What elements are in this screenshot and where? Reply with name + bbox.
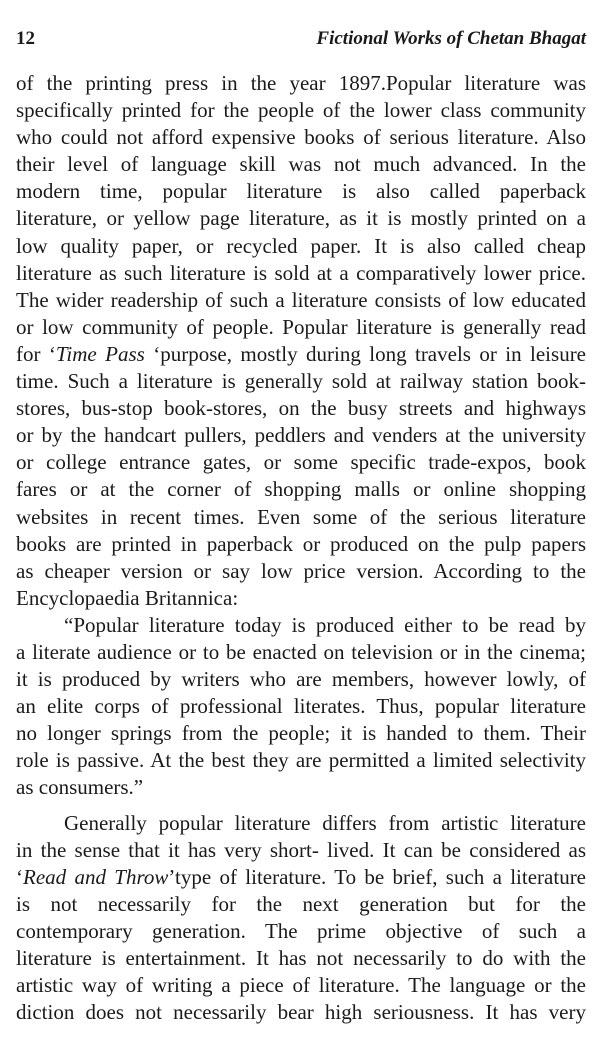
text-line: contemporary generation. The prime objective of such a xyxy=(16,918,586,943)
quote-line: an elite corps of professional literates. Thus, popular literature xyxy=(16,694,586,719)
quote-line: as consumers.” xyxy=(16,775,144,800)
text-line: books are printed in paperback or produced on the pulp papers xyxy=(16,531,586,556)
text-line: their level of language skill was not much advanced. In the xyxy=(16,152,586,177)
quote-line: it is produced by writers who are members, however lowly, of xyxy=(16,667,586,692)
text-line: Encyclopaedia Britannica: xyxy=(16,585,239,610)
quote-line: role is passive. At the best they are permitted a limited selectivity xyxy=(16,748,586,773)
text-line: artistic way of writing a piece of literature. The language or the xyxy=(16,973,586,998)
text-line: who could not afford expensive books of serious literature. Also xyxy=(16,125,586,150)
text-line: literature, or yellow page literature, as it is mostly printed on a xyxy=(16,206,586,231)
paragraph-3 xyxy=(16,810,586,1027)
text-line: fares or at the corner of shopping malls or online shopping xyxy=(16,477,586,502)
text-line: literature is entertainment. It has not necessarily to do with the xyxy=(16,946,586,970)
page-header xyxy=(16,28,586,52)
text-line: or low community of people. Popular literature is generally read xyxy=(16,314,586,339)
running-title: Fictional Works of Chetan Bhagat xyxy=(316,28,586,49)
block-quote xyxy=(16,612,586,802)
italic-phrase: Time Pass xyxy=(55,341,145,366)
text-line xyxy=(16,864,586,891)
text-line: time. Such a literature is generally sold at railway station book- xyxy=(16,369,586,394)
text-line: is not necessarily for the next generation but for the xyxy=(16,891,586,916)
paragraph-1 xyxy=(16,70,586,612)
text-line: as cheaper version or say low price version. According to the xyxy=(16,558,586,583)
text-line: diction does not necessarily bear high seriousness. It has very xyxy=(16,1000,586,1025)
text-fragment: ‘ xyxy=(16,864,23,889)
text-line: websites in recent times. Even some of the serious literature xyxy=(16,504,586,529)
page-number: 12 xyxy=(16,28,35,49)
text-fragment: ‘purpose, mostly during long travels or in leisure xyxy=(144,341,587,366)
quote-line: no longer springs from the people; it is handed to them. Their xyxy=(16,721,586,746)
text-line: low quality paper, or recycled paper. It is also called cheap xyxy=(16,233,586,258)
italic-phrase: Read and Throw xyxy=(23,864,169,889)
quote-line: a literate audience or to be enacted on television or in the cinema; xyxy=(16,639,586,664)
text-line: of the printing press in the year 1897.Popular literature was xyxy=(16,71,586,95)
text-line: or college entrance gates, or some specific trade-expos, book xyxy=(16,450,586,475)
text-fragment: ’type of literature. To be brief, such a literature xyxy=(168,864,587,889)
text-line: or by the handcart pullers, peddlers and venders at the university xyxy=(16,423,586,448)
text-line: specifically printed for the people of the lower class community xyxy=(16,98,586,123)
text-line: in the sense that it has very short- lived. It can be considered as xyxy=(16,837,586,862)
quote-line: “Popular literature today is produced either to be read by xyxy=(64,612,586,637)
text-fragment: for ‘ xyxy=(16,341,56,366)
paragraph-gap xyxy=(16,802,586,810)
text-line: Generally popular literature differs from artistic literature xyxy=(64,810,586,835)
text-line xyxy=(16,341,586,368)
text-line: modern time, popular literature is also called paperback xyxy=(16,179,586,204)
text-line: literature as such literature is sold at a comparatively lower price. xyxy=(16,260,586,285)
text-line: The wider readership of such a literature consists of low educated xyxy=(16,287,586,312)
text-line: stores, bus-stop book-stores, on the busy streets and highways xyxy=(16,396,586,421)
